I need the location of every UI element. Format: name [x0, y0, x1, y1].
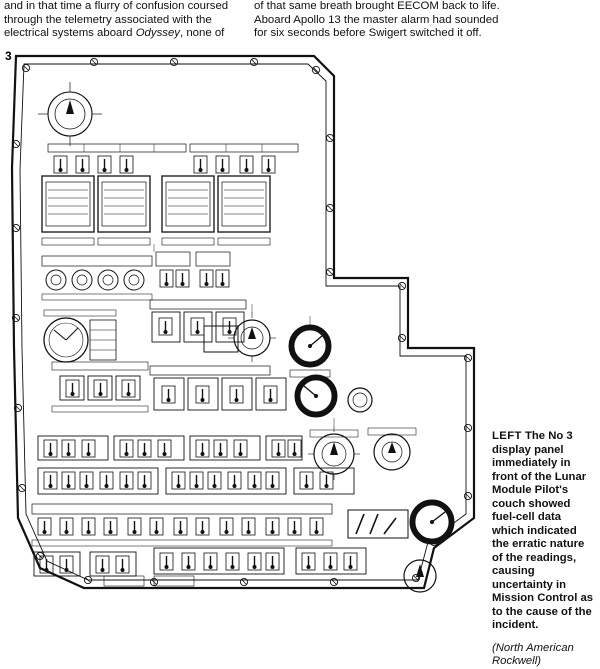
- apollo-panel-3-line-drawing: [4, 48, 488, 596]
- panel-diagram-figure: [4, 48, 488, 596]
- fuel-cell-meter-2: [295, 375, 337, 417]
- ship-name-italic: Odyssey: [136, 27, 180, 39]
- article-body-columns: [0, 0, 600, 46]
- caption-credit: (North American Rockwell): [492, 642, 596, 669]
- caption-lead-label: LEFT: [492, 430, 522, 442]
- body-text-left-post: , none of: [180, 27, 224, 39]
- body-column-left: [4, 0, 236, 46]
- page-number: 3: [5, 49, 12, 63]
- ac-inverter-gauge: [410, 500, 454, 544]
- body-text-left-pre: and in that time a flurry of confusion coursed through the telemetry associated with the electrical systems aboard: [4, 0, 228, 39]
- body-column-right: of that same breath brought EECOM back to life. Aboard Apollo 13 the master alarm had sounded for six seconds before Swigert switched it off.: [254, 0, 504, 46]
- caption-text: The No 3 display panel immediately in front of the Lunar Module Pilot's couch showed fuel-cell data which indicated the erratic nature of the readings, causing uncertainty in Mission Control as to the cause of the incident.: [492, 430, 593, 631]
- figure-caption: [492, 430, 596, 669]
